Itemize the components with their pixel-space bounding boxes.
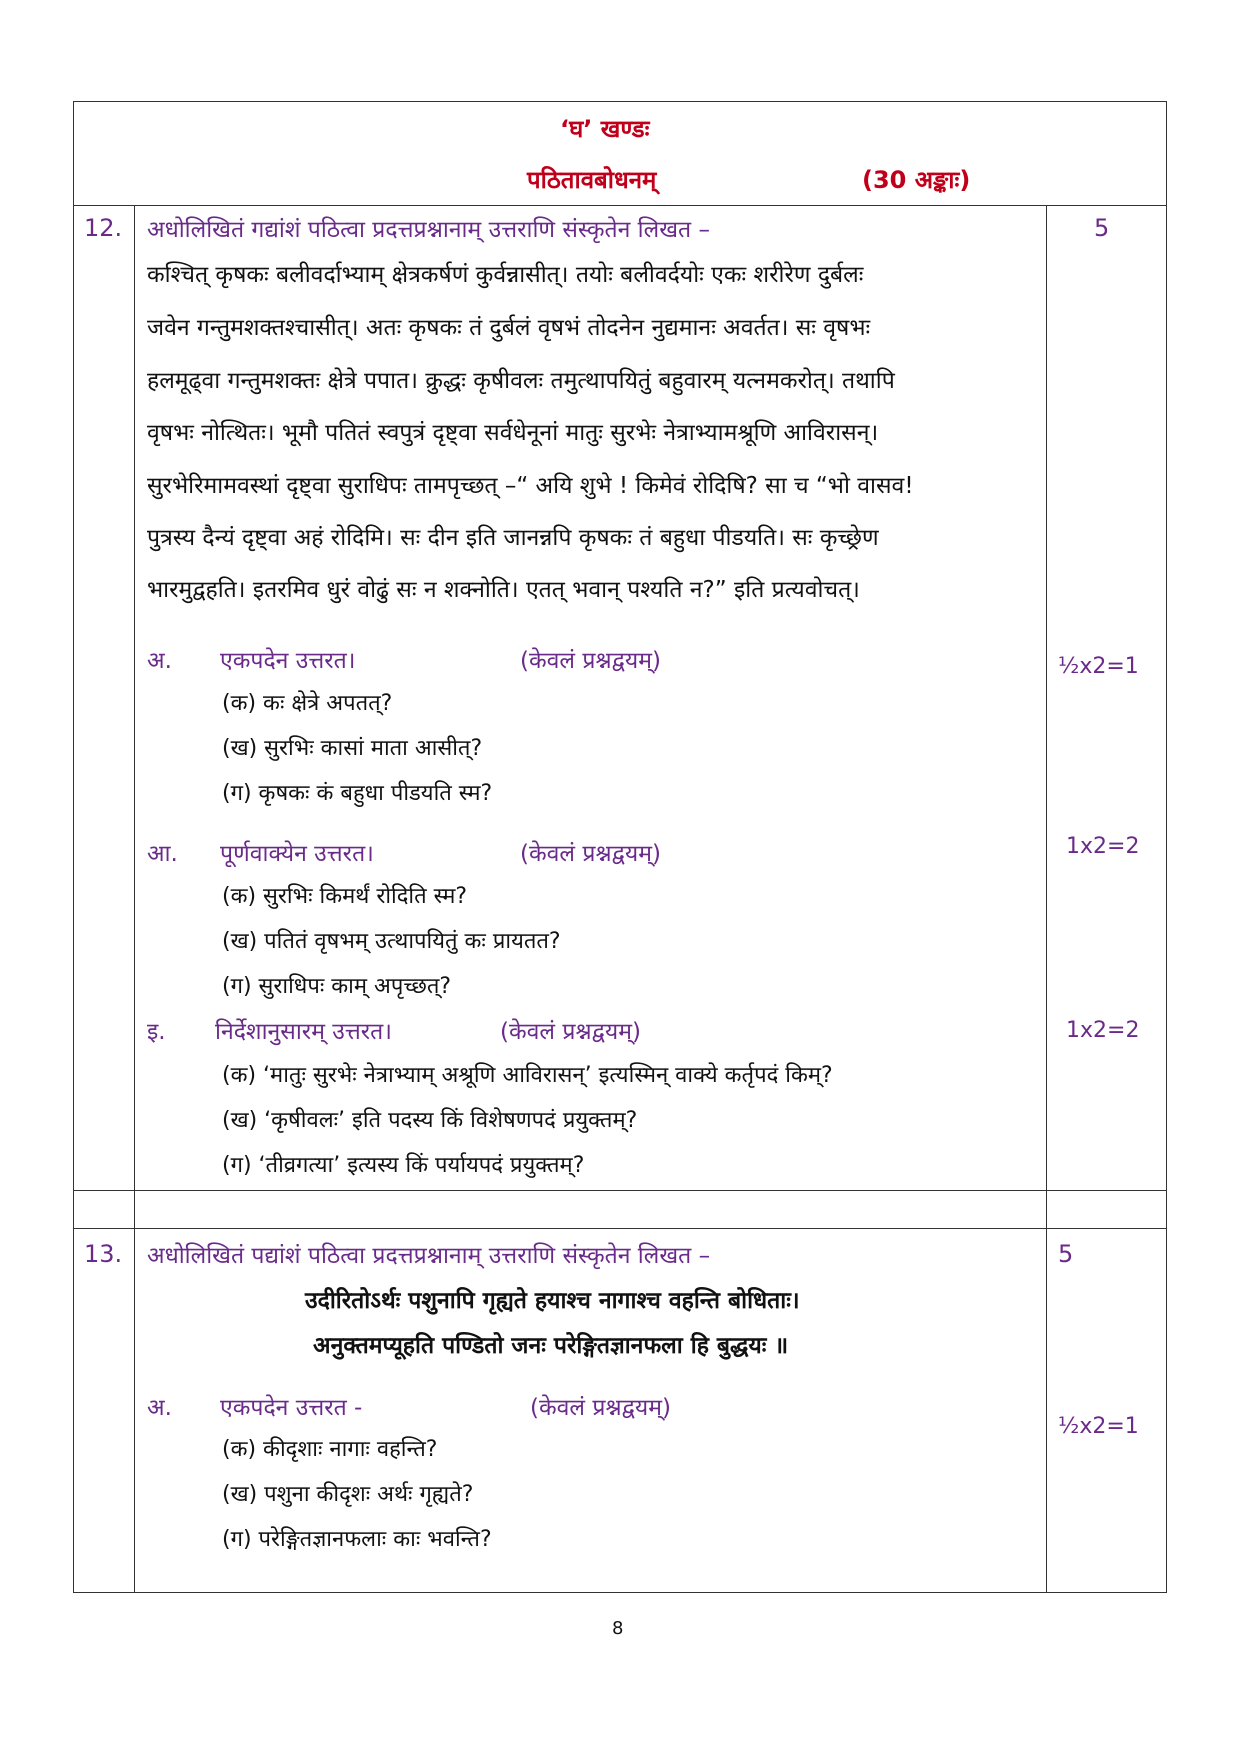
q12-part-a-marks: ½x2=1 [1058, 654, 1139, 679]
q13-part-a-label: अ. [147, 1395, 172, 1421]
q12-instruction: अधोलिखितं गद्यांशं पठित्वा प्रदत्तप्रश्नानाम् उत्तराणि संस्कृतेन लिखत – [147, 217, 710, 243]
header-divider [73, 205, 1167, 206]
question-item: (ग) परेङ्गितज्ञानफलाः काः भवन्ति? [222, 1527, 492, 1552]
question-item: (क) कीदृशाः नागाः वहन्ति? [222, 1437, 438, 1462]
question-item: (ख) पशुना कीदृशः अर्थः गृह्यते? [222, 1482, 474, 1507]
q12-bottom-divider [73, 1190, 1167, 1191]
verse-line: उदीरितोऽर्थः पशुनापि गृह्यते हयाश्च नागाश्च वहन्ति बोधिताः। [305, 1288, 800, 1314]
q13-instruction: अधोलिखितं पद्यांशं पठित्वा प्रदत्तप्रश्नानाम् उत्तराणि संस्कृतेन लिखत – [147, 1243, 711, 1269]
q12-part-a-label: अ. [147, 648, 172, 674]
q12-part-i-marks: 1x2=2 [1066, 1018, 1140, 1043]
q12-passage-line: हलमूढ्वा गन्तुमशक्तः क्षेत्रे पपात। क्रुद्धः कृषीवलः तमुत्थापयितुं बहुवारम् यत्नमकरोत्। तथापि [147, 368, 895, 394]
spacer-bottom-divider [73, 1228, 1167, 1229]
question-item: (ग) कृषकः कं बहुधा पीडयति स्म? [222, 781, 493, 806]
question-item: (ग) सुराधिपः काम् अपृच्छत्? [222, 974, 452, 999]
question-item: (ग) ‘तीव्रगत्या’ इत्यस्य किं पर्यायपदं प्रयुक्तम्? [222, 1153, 585, 1178]
q12-number: 12. [84, 214, 123, 242]
q12-passage-line: कश्चित् कृषकः बलीवर्दाभ्याम् क्षेत्रकर्षणं कुर्वन्नासीत्। तयोः बलीवर्दयोः एकः शरीरेण दुर्बलः [147, 262, 864, 288]
q13-part-a-marks: ½x2=1 [1058, 1414, 1139, 1439]
q12-passage-line: सुरभेरिमामवस्थां दृष्ट्वा सुराधिपः तामपृच्छत् –“ अयि शुभे ! किमेवं रोदिषि? सा च “भो वासव! [147, 473, 914, 499]
q12-passage-line: पुत्रस्य दैन्यं दृष्ट्वा अहं रोदिमि। सः दीन इति जानन्नपि कृषकः तं बहुधा पीडयति। सः कृच्छ्रेण [147, 525, 879, 551]
q12-part-aa-note: (केवलं प्रश्नद्वयम्) [520, 841, 661, 867]
marks-column-divider [1046, 205, 1047, 1593]
q12-part-i-note: (केवलं प्रश्नद्वयम्) [500, 1019, 641, 1045]
q12-part-a-note: (केवलं प्रश्नद्वयम्) [520, 648, 661, 674]
section-marks: (30 अङ्काः) [862, 166, 971, 194]
q12-part-aa-label: आ. [147, 841, 178, 867]
q12-passage-line: जवेन गन्तुमशक्तश्चासीत्। अतः कृषकः तं दुर्बलं वृषभं तोदनेन नुद्यमानः अवर्तत। सः वृषभः [147, 315, 871, 341]
q13-part-a-heading: एकपदेन उत्तरत - [220, 1395, 363, 1421]
q12-part-i-label: इ. [147, 1019, 166, 1045]
number-column-divider [134, 205, 135, 1593]
question-item: (ख) सुरभिः कासां माता आसीत्? [222, 736, 483, 761]
question-item: (क) सुरभिः किमर्थं रोदिति स्म? [222, 884, 468, 909]
q12-part-aa-heading: पूर्णवाक्येन उत्तरत। [220, 841, 374, 867]
section-subtitle: पठितावबोधनम् [527, 166, 657, 194]
question-item: (ख) पतितं वृषभम् उत्थापयितुं कः प्रायतत? [222, 929, 561, 954]
verse-line: अनुक्तमप्यूहति पण्डितो जनः परेङ्गितज्ञानफला हि बुद्धयः ॥ [313, 1333, 789, 1359]
q12-part-a-heading: एकपदेन उत्तरत। [220, 648, 356, 674]
question-item: (क) ‘मातुः सुरभेः नेत्राभ्याम् अश्रूणि आविरासन्’ इत्यस्मिन् वाक्ये कर्तृपदं किम्? [222, 1063, 833, 1088]
q12-passage-line: भारमुद्वहति। इतरमिव धुरं वोढुं सः न शक्नोति। एतत् भवान् पश्यति न?” इति प्रत्यवोचत्। [147, 577, 860, 603]
q12-part-i-heading: निर्देशानुसारम् उत्तरत। [215, 1019, 393, 1045]
section-title: ‘घ’ खण्डः [560, 115, 650, 143]
q13-number: 13. [84, 1240, 123, 1268]
question-item: (क) कः क्षेत्रे अपतत्? [222, 691, 393, 716]
q12-marks: 5 [1094, 214, 1110, 242]
q12-part-aa-marks: 1x2=2 [1066, 834, 1140, 859]
q13-part-a-note: (केवलं प्रश्नद्वयम्) [530, 1395, 671, 1421]
question-item: (ख) ‘कृषीवलः’ इति पदस्य किं विशेषणपदं प्रयुक्तम्? [222, 1108, 638, 1133]
q12-passage-line: वृषभः नोत्थितः। भूमौ पतितं स्वपुत्रं दृष्ट्वा सर्वधेनूनां मातुः सुरभेः नेत्राभ्यामश्रूणि आविरासन्। [147, 420, 879, 446]
q13-marks: 5 [1058, 1240, 1074, 1268]
page-number: 8 [612, 1618, 624, 1639]
